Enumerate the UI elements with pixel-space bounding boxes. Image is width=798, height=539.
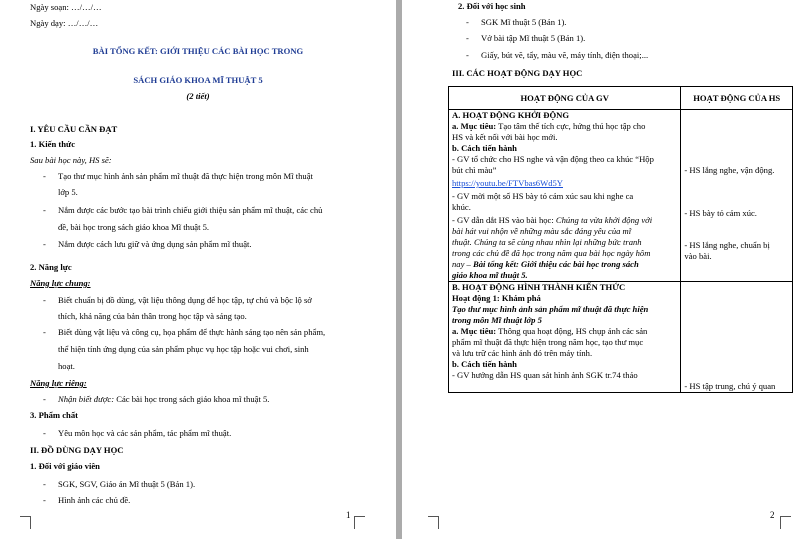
bullet-dash: -	[43, 327, 46, 337]
date-taught: Ngày dạy: …/…/…	[30, 18, 99, 28]
goal-text: Thông qua hoạt động, HS chụp ảnh các sản	[496, 326, 648, 336]
activity-1-subtitle-line-2: trong môn Mĩ thuật lớp 5	[452, 315, 542, 325]
warmup-gv3-line-5	[452, 259, 677, 270]
spacer	[684, 110, 789, 165]
warmup-gv3-line-6: giáo khoa mĩ thuật 5.	[452, 270, 528, 280]
table-row	[449, 282, 793, 393]
warmup-goal-line-1	[452, 121, 677, 132]
warmup-method: b. Cách tiến hành	[452, 143, 517, 153]
section-activities: III. CÁC HOẠT ĐỘNG DẠY HỌC	[452, 68, 583, 78]
subsection-knowledge: 1. Kiến thức	[30, 139, 76, 149]
specific-competency-label: Nhận biết được:	[58, 394, 115, 404]
activity-1-gv-1: - GV hướng dẫn HS quan sát hình ảnh SGK tr.74 thảo	[452, 370, 638, 380]
spacer	[684, 176, 789, 208]
crop-mark	[20, 516, 31, 529]
bullet-dash: -	[466, 33, 469, 43]
section-warmup-title: A. HOẠT ĐỘNG KHỞI ĐỘNG	[452, 110, 570, 120]
bullet-dash: -	[43, 205, 46, 215]
warmup-hs-3-line-2: vào bài.	[684, 251, 712, 261]
after-lesson-intro: Sau bài học này, HS sẽ:	[30, 155, 112, 165]
teacher-activities-cell	[449, 282, 681, 393]
subsection-qualities: 3. Phẩm chất	[30, 410, 78, 420]
goal-text: Tạo tâm thế tích cực, hứng thú học tập cho	[496, 121, 646, 131]
activity-1-hs-1: - HS tập trung, chú ý quan	[684, 381, 776, 391]
general-competencies-label: Năng lực chung:	[30, 278, 91, 288]
table-header-row	[449, 87, 793, 110]
general-1-line-1: Biết chuẩn bị đồ dùng, vật liệu thông dụng để học tập, tự chủ và bộc lộ sở	[58, 295, 312, 305]
crop-mark	[354, 516, 365, 529]
knowledge-1-line-1: Tạo thư mục hình ảnh sản phẩm mĩ thuật đã thực hiện trong môn Mĩ thuật	[58, 171, 313, 181]
quality-text: Yêu môn học và các sản phẩm, tác phẩm mĩ thuật.	[58, 428, 232, 438]
subsection-student: 2. Đối với học sinh	[458, 1, 526, 11]
activity-1-title: Hoạt động 1: Khám phá	[452, 293, 541, 303]
gv3-lead: - GV dẫn dắt HS vào bài học:	[452, 215, 556, 225]
teacher-material-2: Hình ảnh các chủ đề.	[58, 495, 131, 505]
gv3-italic: Chúng ta vừa khởi động với	[555, 215, 653, 225]
warmup-hs-1: - HS lắng nghe, vận động.	[684, 165, 775, 175]
goal-label: a. Mục tiêu:	[452, 121, 497, 131]
activity-1-goal-line-1	[452, 326, 677, 337]
page-1	[0, 0, 396, 539]
bullet-dash: -	[43, 479, 46, 489]
specific-competencies-label: Năng lực riêng:	[30, 378, 87, 388]
general-1-line-2: thích, khả năng của bản thân trong học tập và sáng tạo.	[58, 311, 247, 321]
bullet-dash: -	[43, 239, 46, 249]
section-materials: II. ĐỒ DÙNG DẠY HỌC	[30, 445, 124, 455]
general-2-line-2: thể hiện tính ứng dụng của sản phẩm phục vụ học tập hoặc vui chơi, sinh	[58, 344, 309, 354]
activity-1-goal-line-2: phẩm mĩ thuật đã thực hiện trong năm học, tạo thư mục	[452, 337, 644, 347]
bullet-dash: -	[43, 295, 46, 305]
bullet-dash: -	[43, 428, 46, 438]
lesson-title-line-2: SÁCH GIÁO KHOA MĨ THUẬT 5	[133, 75, 263, 85]
table-row	[449, 110, 793, 282]
date-prepared: Ngày soạn: …/…/…	[30, 2, 102, 12]
warmup-gv1-line-2: bút chì màu”	[452, 165, 497, 175]
student-material-3: Giấy, bút vẽ, tẩy, màu vẽ, máy tính, điện thoại;...	[481, 50, 649, 60]
warmup-gv3-line-2: bài hát vui nhộn về những màu sắc đáng yêu của mĩ	[452, 226, 632, 236]
page-number: 2	[770, 510, 775, 520]
specific-competency-text: Các bài học trong sách giáo khoa mĩ thuật 5.	[114, 394, 270, 404]
warmup-hs-2: - HS bày tỏ cảm xúc.	[684, 208, 757, 218]
student-material-2: Vở bài tập Mĩ thuật 5 (Bản 1).	[481, 33, 586, 43]
warmup-gv3-line-3: thuật. Chúng ta sẽ cùng nhau nhìn lại những bức tranh	[452, 237, 642, 247]
general-2-line-1: Biết dùng vật liệu và công cụ, họa phẩm để thực hành sáng tạo nên sản phẩm,	[58, 327, 326, 337]
header-teacher-activity: HOẠT ĐỘNG CỦA GV	[449, 87, 681, 110]
activity-1-goal-line-3: và lưu trữ các hình ảnh đó trên máy tính.	[452, 348, 593, 358]
specific-competency	[58, 394, 269, 405]
student-activities-cell	[681, 110, 793, 282]
section-requirements: I. YÊU CẦU CẦN ĐẠT	[30, 124, 118, 134]
spacer	[684, 219, 789, 240]
activity-1-method: b. Cách tiến hành	[452, 359, 517, 369]
bullet-dash: -	[466, 50, 469, 60]
bullet-dash: -	[466, 17, 469, 27]
student-activities-cell	[681, 282, 793, 393]
knowledge-2-line-1: Nắm được các bước tạo bài trình chiếu giới thiệu sản phẩm mĩ thuật, các chủ	[58, 205, 323, 215]
song-link[interactable]: https://youtu.be/FTVbas6Wd5Y	[452, 178, 563, 188]
teacher-material-1: SGK, SGV, Giáo án Mĩ thuật 5 (Bản 1).	[58, 479, 196, 489]
subsection-competencies: 2. Năng lực	[30, 262, 72, 272]
activities-table	[448, 86, 793, 393]
general-2-line-3: hoạt.	[58, 361, 75, 371]
page-2	[402, 0, 798, 539]
gv3-lesson-name: Bài tổng kết: Giới thiệu các bài học trong sách	[473, 259, 639, 269]
warmup-gv1-line-1: - GV tổ chức cho HS nghe và vận động theo ca khúc “Hộp	[452, 154, 654, 164]
warmup-gv3-line-1	[452, 215, 677, 226]
knowledge-3-line-1: Nắm được cách lưu giữ và ứng dụng sản phẩm mĩ thuật.	[58, 239, 252, 249]
warmup-gv3-line-4: trong các chủ đề đã học trong năm qua bài học ngày hôm	[452, 248, 651, 258]
gv3-dash: nay –	[452, 259, 474, 269]
activity-1-subtitle-line-1: Tạo thư mục hình ảnh sản phẩm mĩ thuật đã thực hiện	[452, 304, 649, 314]
warmup-hs-3-line-1: - HS lắng nghe, chuẩn bị	[684, 240, 770, 250]
knowledge-2-line-2: đề, bài học trong sách giáo khoa Mĩ thuật 5.	[58, 222, 210, 232]
header-student-activity: HOẠT ĐỘNG CỦA HS	[681, 87, 793, 110]
teacher-activities-cell	[449, 110, 681, 282]
bullet-dash: -	[43, 495, 46, 505]
page-number: 1	[346, 510, 351, 520]
student-material-1: SGK Mĩ thuật 5 (Bản 1).	[481, 17, 567, 27]
section-knowledge-title: B. HOẠT ĐỘNG HÌNH THÀNH KIẾN THỨC	[452, 282, 626, 292]
goal-label: a. Mục tiêu:	[452, 326, 497, 336]
bullet-dash: -	[43, 171, 46, 181]
crop-mark	[780, 516, 791, 529]
bullet-dash: -	[43, 394, 46, 404]
warmup-goal-line-2: HS và kết nối với bài học mới.	[452, 132, 558, 142]
warmup-gv2-line-2: khúc.	[452, 202, 471, 212]
lesson-duration: (2 tiết)	[186, 91, 210, 101]
lesson-title-line-1: BÀI TỔNG KẾT: GIỚI THIỆU CÁC BÀI HỌC TRONG	[92, 46, 304, 56]
warmup-gv2-line-1: - GV mời một số HS bày tỏ cảm xúc sau khi nghe ca	[452, 191, 634, 201]
subsection-teacher: 1. Đối với giáo viên	[30, 461, 100, 471]
spacer	[684, 282, 789, 381]
crop-mark	[428, 516, 439, 529]
knowledge-1-line-2: lớp 5.	[58, 187, 78, 197]
